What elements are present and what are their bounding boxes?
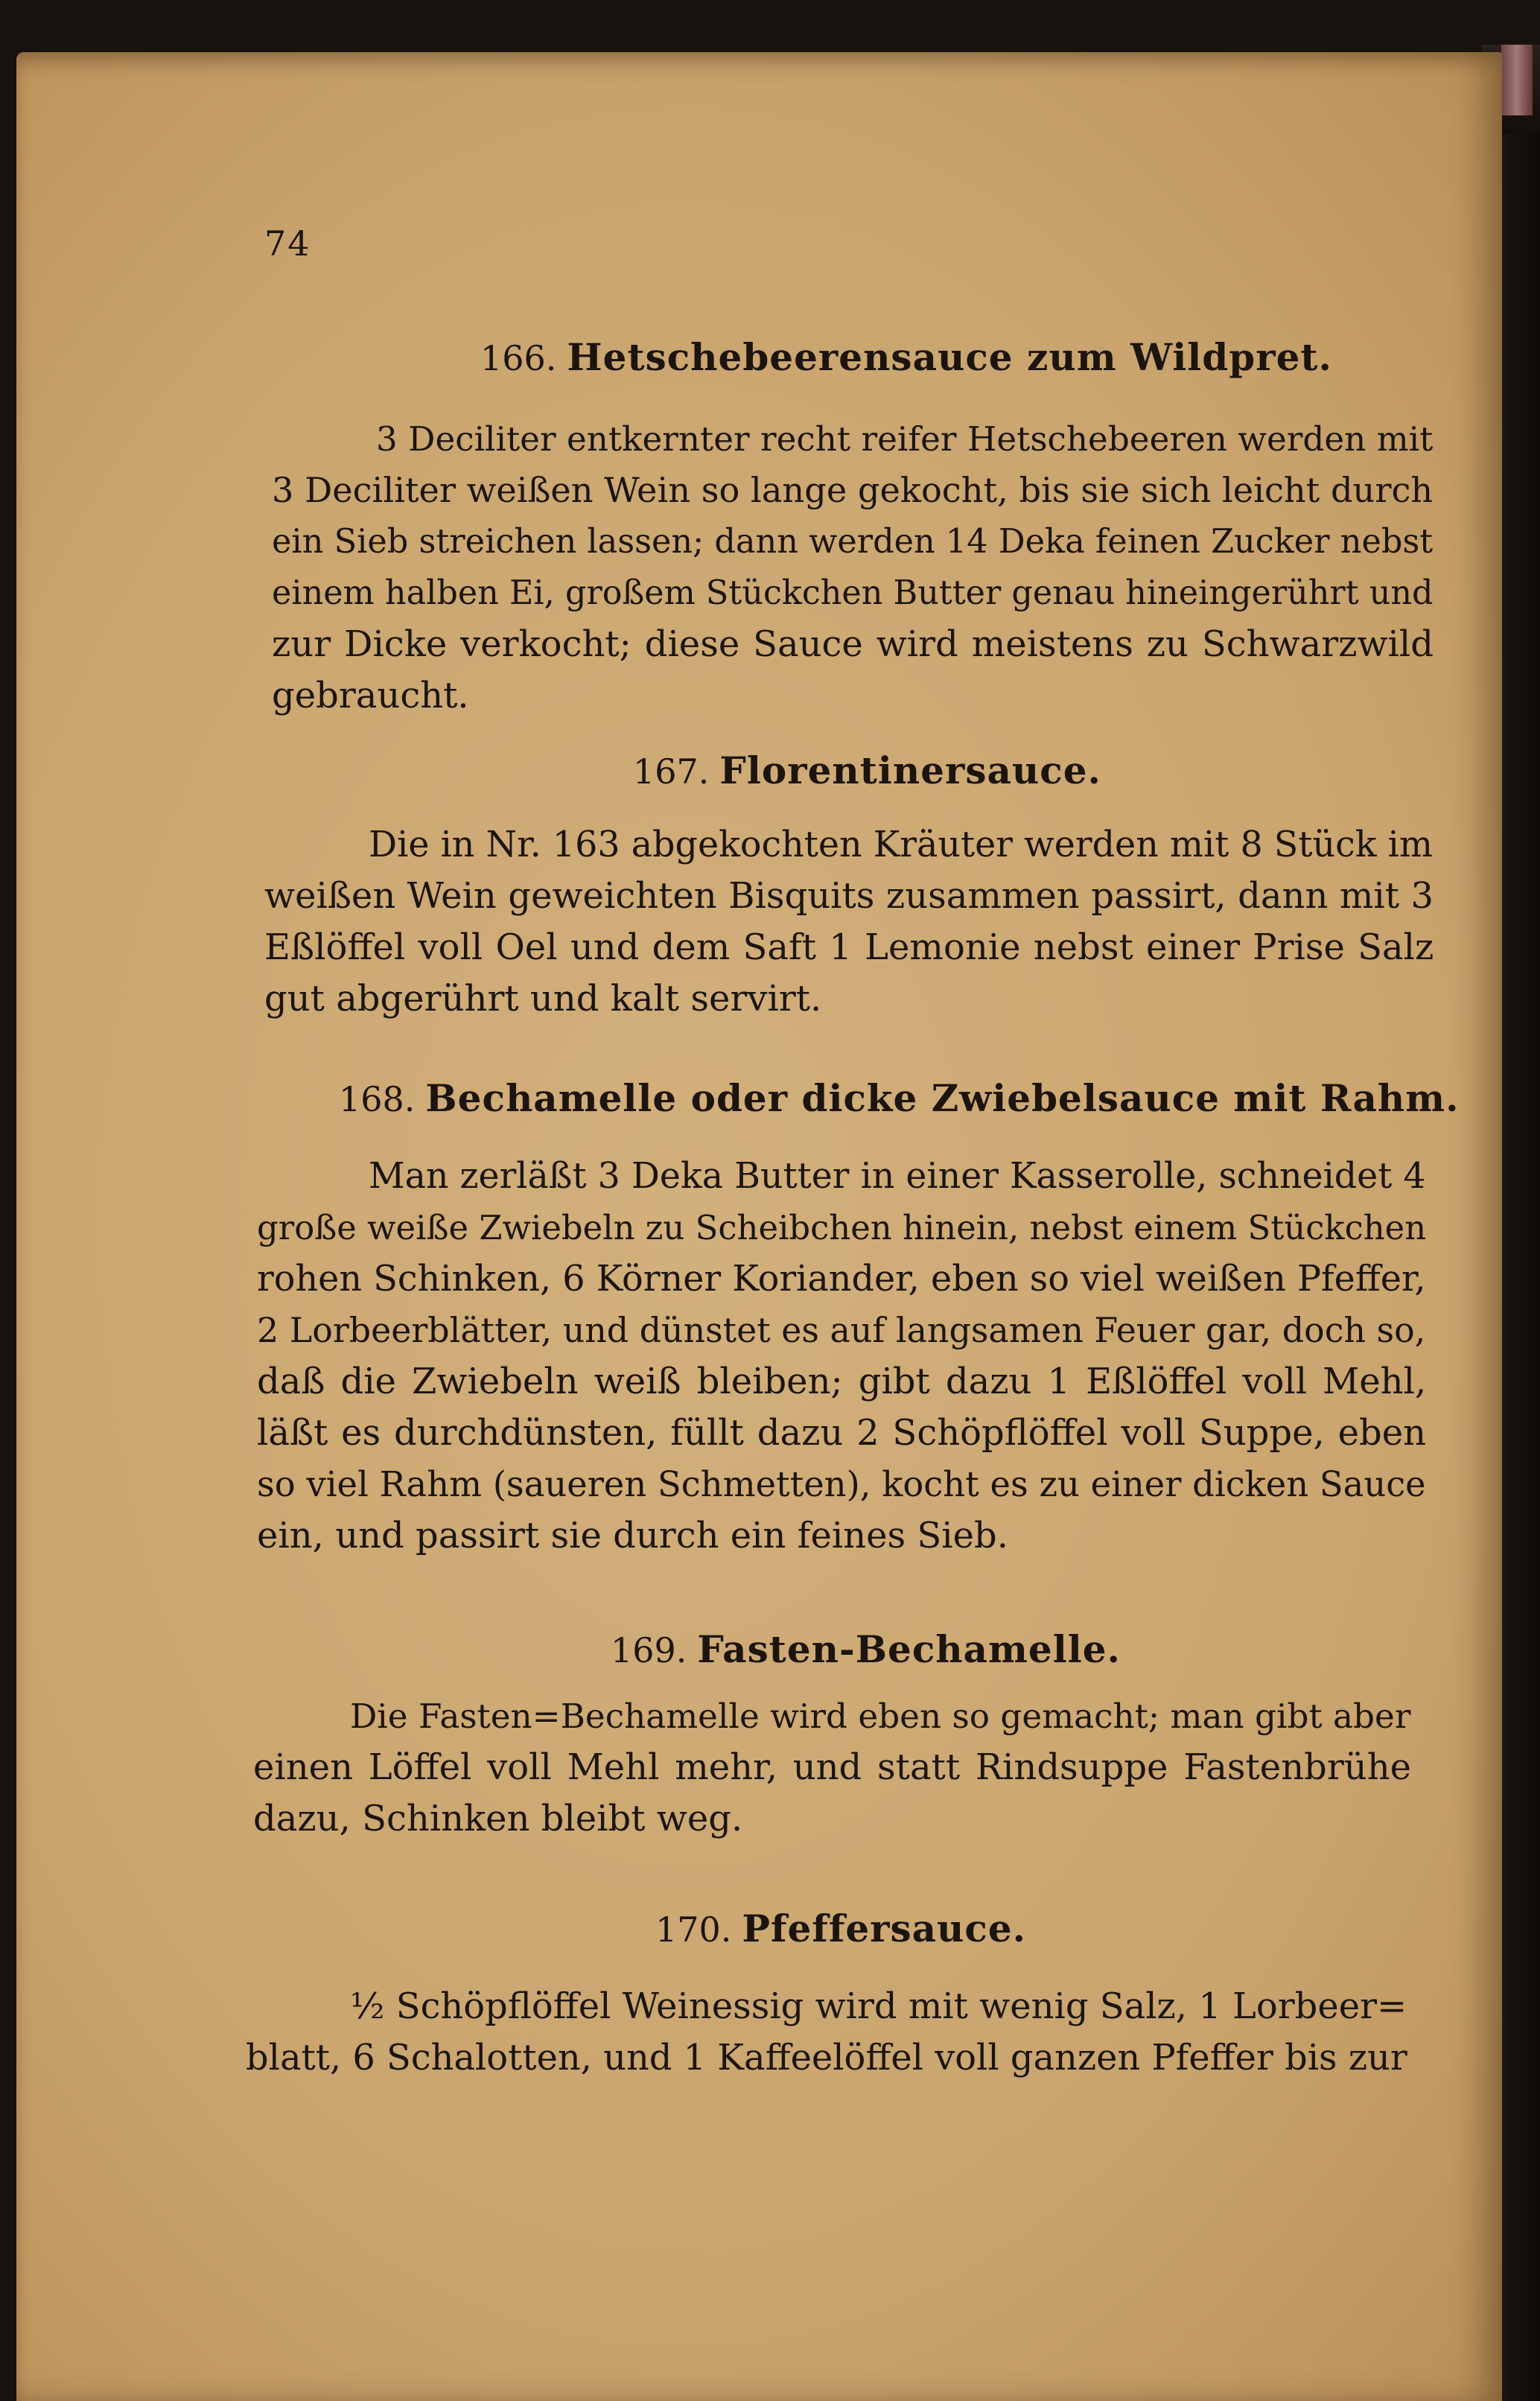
text-line: so viel Rahm (saueren Schmetten), kocht es zu einer dicken Sauce: [257, 1464, 1426, 1504]
text-line: ein, und passirt sie durch ein feines Sieb.: [257, 1515, 1009, 1556]
text-line: Man zerläßt 3 Deka Butter in einer Kasserolle, schneidet 4: [369, 1156, 1426, 1197]
text-line: gut abgerührt und kalt servirt.: [264, 978, 822, 1020]
recipe-heading-167: [633, 748, 1101, 792]
recipe-number: 168.: [339, 1079, 416, 1119]
recipe-body-168: [257, 1151, 1426, 1562]
recipe-body-170: [246, 1981, 1407, 2084]
text-line: 3 Deciliter entkernter recht reifer Hetschebeeren werden mit: [376, 419, 1434, 459]
text-line: läßt es durchdünsten, füllt dazu 2 Schöpflöffel voll Suppe, eben: [257, 1412, 1427, 1454]
text-line: weißen Wein geweichten Bisquits zusammen passirt, dann mit 3: [264, 875, 1434, 917]
recipe-number: 170.: [655, 1909, 732, 1950]
recipe-heading-166: [480, 335, 1332, 379]
recipe-number: 169.: [611, 1630, 687, 1670]
text-line: rohen Schinken, 6 Körner Koriander, eben so viel weißen Pfeffer,: [257, 1259, 1426, 1300]
recipe-title: Hetschebeerensauce zum Wildpret.: [567, 335, 1332, 379]
text-line: ½ Schöpflöffel Weinessig wird mit wenig Salz, 1 Lorbeer=: [350, 1985, 1407, 2027]
recipe-body-166: [272, 413, 1434, 722]
recipe-title: Bechamelle oder dicke Zwiebelsauce mit Rahm.: [425, 1076, 1460, 1120]
text-line: ein Sieb streichen lassen; dann werden 14 Deka feinen Zucker nebst: [272, 522, 1434, 561]
text-line: einen Löffel voll Mehl mehr, und statt Rindsuppe Fastenbrühe: [253, 1746, 1412, 1788]
page-number: 74: [264, 223, 311, 264]
recipe-title: Fasten-Bechamelle.: [697, 1627, 1121, 1671]
recipe-number: 167.: [633, 751, 710, 792]
text-line: daß die Zwiebeln weiß bleiben; gibt dazu 1 Eßlöffel voll Mehl,: [257, 1361, 1427, 1402]
text-line: zur Dicke verkocht; diese Sauce wird meistens zu Schwarzwild: [272, 623, 1434, 665]
text-line: 2 Lorbeerblätter, und dünstet es auf langsamen Feuer gar, doch so,: [257, 1310, 1426, 1350]
recipe-body-169: [253, 1691, 1411, 1845]
text-line: Eßlöffel voll Oel und dem Saft 1 Lemonie nebst einer Prise Salz: [264, 926, 1434, 968]
recipe-heading-170: [655, 1907, 1026, 1950]
text-line: einem halben Ei, großem Stückchen Butter genau hineingerührt und: [272, 574, 1434, 612]
text-line: blatt, 6 Schalotten, und 1 Kaffeelöffel voll ganzen Pfeffer bis zur: [246, 2038, 1407, 2079]
recipe-title: Pfeffersauce.: [742, 1907, 1027, 1950]
text-line: große weiße Zwiebeln zu Scheibchen hinein, nebst einem Stückchen: [257, 1208, 1427, 1247]
text-line: gebraucht.: [272, 675, 469, 716]
recipe-heading-169: [611, 1627, 1121, 1671]
text-line: 3 Deciliter weißen Wein so lange gekocht, bis sie sich leicht durch: [272, 470, 1434, 510]
text-line: Die in Nr. 163 abgekochten Kräuter werden mit 8 Stück im: [369, 824, 1433, 865]
recipe-body-167: [264, 819, 1434, 1025]
recipe-heading-168: [339, 1076, 1460, 1120]
bookmark-ribbon: [1501, 45, 1533, 115]
recipe-number: 166.: [480, 338, 557, 378]
text-line: Die Fasten=Bechamelle wird eben so gemacht; man gibt aber: [350, 1696, 1411, 1736]
recipe-title: Florentinersauce.: [719, 748, 1101, 792]
text-line: dazu, Schinken bleibt weg.: [253, 1798, 743, 1839]
